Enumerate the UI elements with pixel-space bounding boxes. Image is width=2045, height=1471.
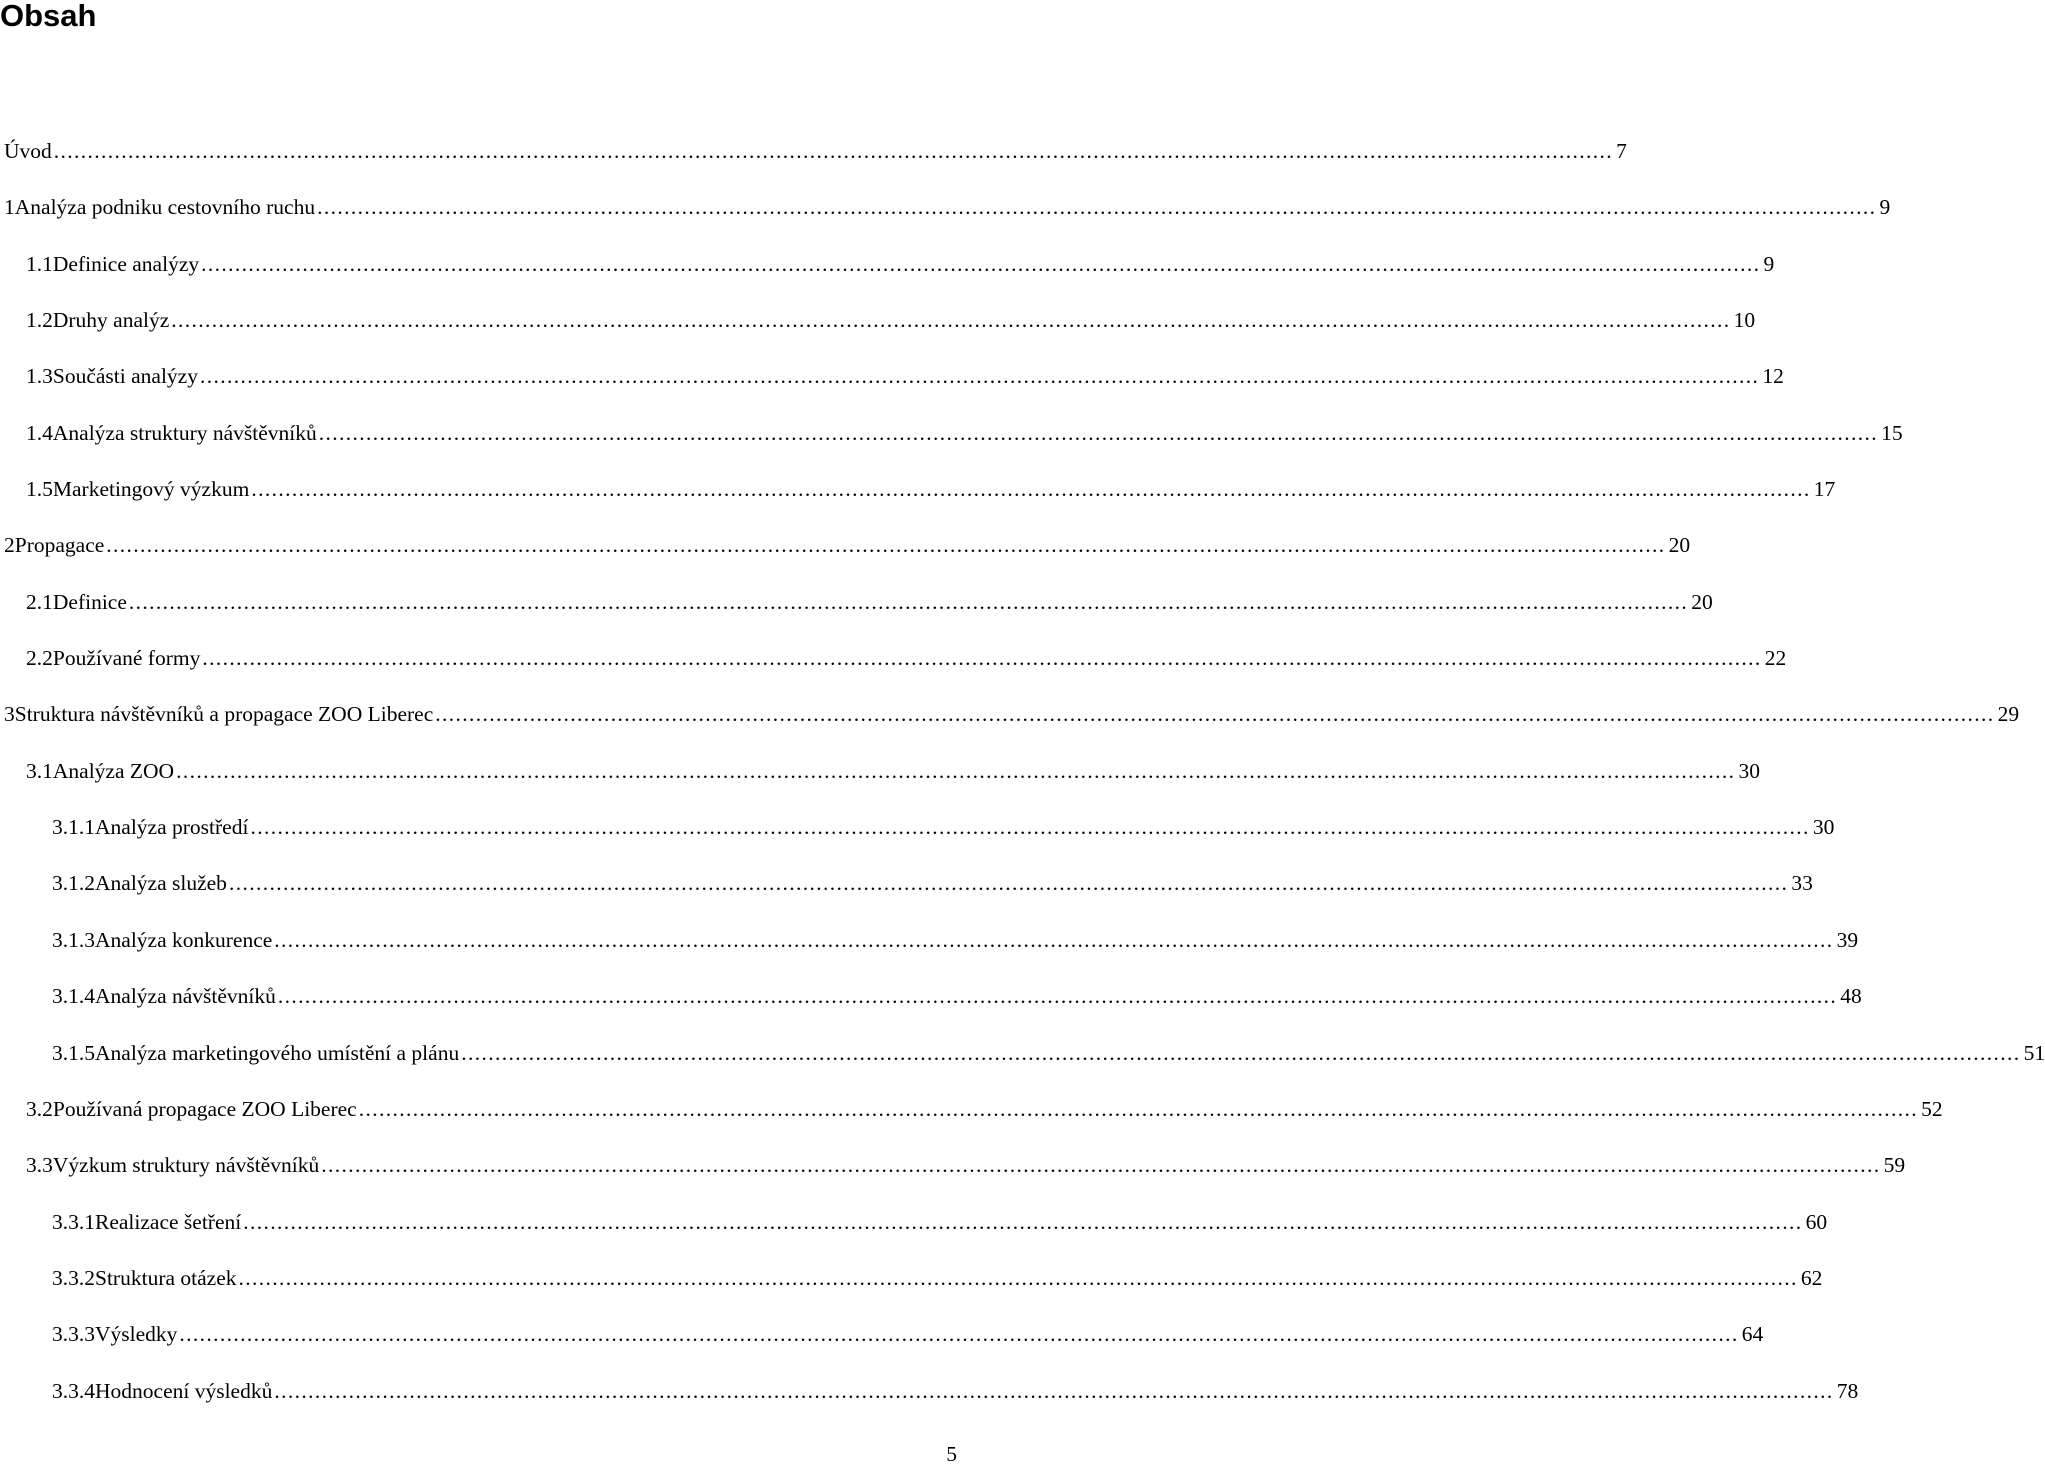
toc-entry-page: 30: [1738, 758, 1760, 783]
toc-entry-title: Výzkum struktury návštěvníků: [52, 1153, 320, 1178]
toc-dot-leader: [106, 530, 1664, 560]
toc-entry-number: 3.3: [26, 1153, 53, 1178]
toc-entry-title: Definice analýzy: [52, 251, 200, 276]
toc-entry-page: 64: [1741, 1322, 1764, 1347]
toc-entry-title: Struktura návštěvníků a propagace ZOO Liberec: [14, 702, 434, 727]
toc-entry-page: 29: [1997, 702, 2020, 727]
toc-entry[interactable]: [0, 752, 1760, 808]
toc-entry-number: 3.1: [26, 758, 53, 783]
toc-entry[interactable]: [0, 695, 2020, 751]
page-number: 5: [946, 1442, 957, 1466]
toc-entry-title: Marketingový výzkum: [52, 477, 250, 502]
toc-entry-title: Hodnocení výsledků: [95, 1378, 273, 1403]
toc-entry-number: 1.4: [26, 420, 53, 445]
toc-entry-number: 3.1.4: [52, 984, 95, 1009]
toc-entry-page: 10: [1733, 308, 1756, 333]
toc-dot-leader: [278, 981, 1836, 1011]
toc-entry-number: 3.3.1: [52, 1209, 95, 1234]
toc-entry[interactable]: [0, 470, 1836, 526]
toc-entry-number: 3.3.4: [52, 1378, 95, 1403]
toc-entry[interactable]: [0, 188, 1891, 244]
toc-entry-number: 3.1.5: [52, 1040, 95, 1065]
toc-entry[interactable]: [0, 639, 1787, 695]
toc-entry-page: 30: [1812, 815, 1835, 840]
toc-entry[interactable]: [0, 1372, 1859, 1428]
toc-entry-number: 3: [4, 702, 15, 727]
toc-entry-title: Analýza návštěvníků: [95, 984, 276, 1009]
toc-entry-number: 3.1.3: [52, 927, 95, 952]
toc-dot-leader: [171, 305, 1729, 335]
toc-entry[interactable]: [0, 1315, 1764, 1371]
toc-entry-number: 3.2: [26, 1096, 53, 1121]
toc-entry[interactable]: [0, 301, 1756, 357]
toc-dot-leader: [54, 136, 1612, 166]
toc-dot-leader: [250, 812, 1808, 842]
toc-entry-page: 59: [1883, 1153, 1906, 1178]
toc-entry[interactable]: [0, 808, 1835, 864]
toc-entry[interactable]: [0, 245, 1775, 301]
toc-entry-page: 33: [1791, 871, 1813, 896]
toc-dot-leader: [243, 1207, 1801, 1237]
toc-entry-page: 7: [1616, 139, 1627, 163]
toc-dot-leader: [251, 474, 1809, 504]
table-of-contents: [0, 132, 2045, 1428]
toc-entry-page: 22: [1764, 646, 1787, 671]
toc-entry-title: Analýza struktury návštěvníků: [52, 420, 317, 445]
toc-dot-leader: [319, 418, 1877, 448]
toc-entry-title: Analýza konkurence: [95, 927, 273, 952]
toc-entry[interactable]: [0, 1146, 1906, 1202]
toc-dot-leader: [129, 587, 1687, 617]
toc-entry[interactable]: [0, 583, 1713, 639]
toc-entry-number: 2: [4, 533, 15, 558]
toc-entry-page: 9: [1763, 251, 1775, 276]
toc-entry[interactable]: [0, 526, 1691, 582]
toc-entry-number: 2.2: [26, 646, 53, 671]
toc-entry-number: 1.1: [26, 251, 53, 276]
toc-dot-leader: [200, 361, 1758, 391]
toc-dot-leader: [202, 643, 1760, 673]
toc-entry-title: Analýza služeb: [95, 871, 227, 896]
toc-entry-title: Používaná propagace ZOO Liberec: [52, 1096, 357, 1121]
toc-entry-title: Analýza marketingového umístění a plánu: [95, 1040, 460, 1065]
toc-dot-leader: [201, 249, 1759, 279]
toc-entry-page: 60: [1805, 1209, 1828, 1234]
toc-entry-page: 17: [1813, 477, 1836, 502]
toc-dot-leader: [317, 192, 1875, 222]
toc-entry-page: 12: [1762, 364, 1784, 389]
toc-entry-number: 3.1.1: [52, 815, 95, 840]
toc-entry[interactable]: [0, 864, 1813, 920]
toc-entry-page: 62: [1800, 1265, 1823, 1290]
toc-entry-title: Analýza prostředí: [95, 815, 249, 840]
toc-entry-title: Analýza ZOO: [52, 758, 175, 783]
toc-entry-number: 1.3: [26, 364, 53, 389]
toc-entry-title: Definice: [52, 589, 127, 614]
toc-dot-leader: [461, 1038, 2019, 1068]
toc-entry-number: 2.1: [26, 589, 53, 614]
toc-entry[interactable]: [0, 921, 1859, 977]
toc-dot-leader: [359, 1094, 1917, 1124]
toc-entry[interactable]: [0, 1090, 1943, 1146]
toc-dot-leader: [274, 1376, 1832, 1406]
toc-entry-page: 78: [1836, 1378, 1859, 1403]
toc-entry-title: Propagace: [14, 533, 105, 558]
toc-dot-leader: [229, 868, 1787, 898]
toc-entry-page: 20: [1668, 533, 1691, 558]
toc-entry-number: 1: [4, 195, 15, 220]
toc-dot-leader: [435, 699, 1993, 729]
toc-entry-title: Výsledky: [95, 1322, 178, 1347]
toc-entry-page: 48: [1840, 984, 1862, 1009]
toc-entry[interactable]: [0, 132, 1627, 188]
toc-dot-leader: [176, 756, 1734, 786]
toc-entry[interactable]: [0, 357, 1784, 413]
toc-entry-page: 20: [1691, 589, 1713, 614]
toc-entry-page: 51: [2023, 1040, 2045, 1065]
toc-dot-leader: [321, 1150, 1879, 1180]
toc-entry-page: 39: [1836, 927, 1859, 952]
toc-entry-number: 1.2: [26, 308, 53, 333]
toc-entry-title: Úvod: [4, 139, 52, 163]
toc-entry-page: 52: [1921, 1096, 1943, 1121]
toc-entry-title: Struktura otázek: [95, 1265, 237, 1290]
page-title: Obsah: [0, 0, 97, 33]
toc-entry-number: 1.5: [26, 477, 53, 502]
toc-entry[interactable]: [0, 1034, 2045, 1090]
toc-entry[interactable]: [0, 1203, 1828, 1259]
toc-entry-title: Součásti analýzy: [52, 364, 198, 389]
toc-entry-number: 3.3.3: [52, 1322, 95, 1347]
toc-entry[interactable]: [0, 977, 1862, 1033]
toc-entry-title: Druhy analýz: [52, 308, 170, 333]
toc-entry-page: 15: [1881, 420, 1903, 445]
toc-entry-title: Realizace šetření: [95, 1209, 242, 1234]
toc-entry[interactable]: [0, 414, 1903, 470]
toc-entry-number: 3.3.2: [52, 1265, 95, 1290]
toc-entry[interactable]: [0, 1259, 1823, 1315]
toc-entry-number: 3.1.2: [52, 871, 95, 896]
toc-dot-leader: [274, 925, 1832, 955]
toc-dot-leader: [239, 1263, 1797, 1293]
toc-dot-leader: [179, 1319, 1737, 1349]
toc-entry-title: Používané formy: [52, 646, 201, 671]
toc-entry-title: Analýza podniku cestovního ruchu: [14, 195, 316, 220]
toc-entry-page: 9: [1879, 195, 1891, 220]
